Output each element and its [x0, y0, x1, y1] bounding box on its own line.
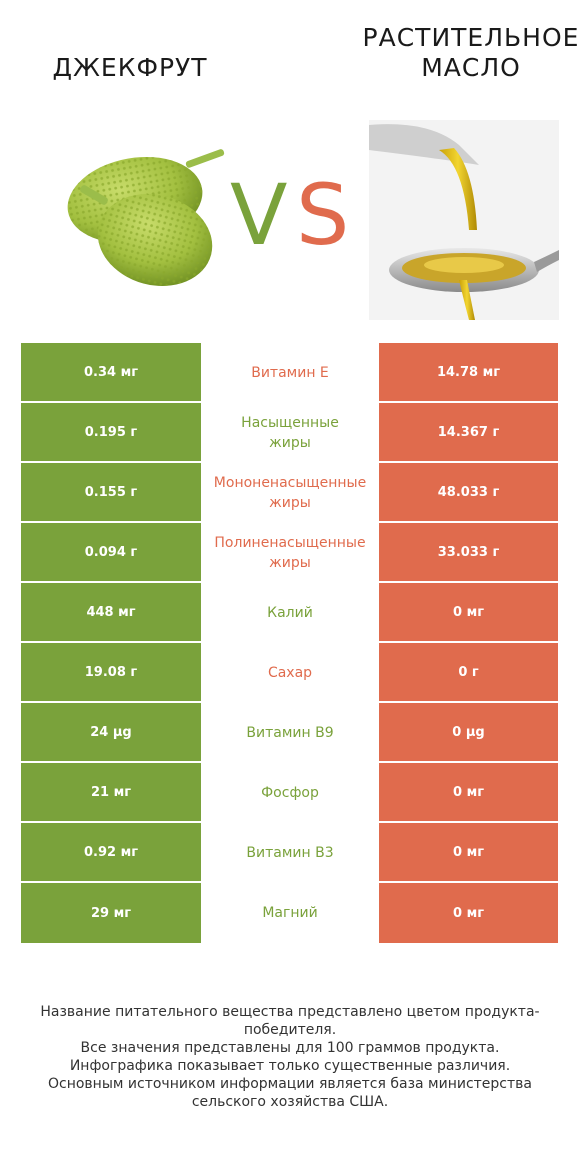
table-row	[21, 883, 558, 943]
vs-s-letter: S	[296, 166, 350, 264]
left-value: 0.155 г	[21, 463, 201, 523]
right-value: 0 мг	[379, 583, 558, 643]
table-row	[21, 703, 558, 763]
footer-line-3: Инфографика показывает только существенные различия.	[69, 1058, 511, 1074]
table-row	[21, 643, 558, 703]
left-value: 19.08 г	[21, 643, 201, 703]
jackfruit-image	[55, 140, 235, 295]
nutrient-name: Витамин E	[251, 365, 329, 381]
comparison-table	[21, 343, 558, 943]
left-value: 0.195 г	[21, 403, 201, 463]
left-value: 448 мг	[21, 583, 201, 643]
right-value: 0 мг	[379, 883, 558, 943]
nutrient-name: Калий	[267, 605, 313, 621]
right-product-title-line1: РАСТИТЕЛЬНОЕ	[362, 23, 580, 52]
left-value: 0.92 мг	[21, 823, 201, 883]
table-row	[21, 463, 558, 523]
footer-line-2: Все значения представлены для 100 граммов продукта.	[80, 1040, 500, 1056]
footer-line-4: Основным источником информации является база министерства сельского хозяйства США.	[48, 1076, 532, 1110]
right-product-title-line2: МАСЛО	[421, 53, 521, 82]
right-value: 48.033 г	[379, 463, 558, 523]
left-value: 0.094 г	[21, 523, 201, 583]
right-value: 0 µg	[379, 703, 558, 763]
nutrient-name: Сахар	[267, 665, 313, 681]
table-row	[21, 403, 558, 463]
right-value: 14.78 мг	[379, 343, 558, 403]
right-value: 14.367 г	[379, 403, 558, 463]
vegetable-oil-image	[369, 120, 559, 320]
vs-label	[230, 166, 360, 264]
table-row	[21, 763, 558, 823]
nutrient-name: Витамин B9	[246, 725, 334, 741]
table-row	[21, 583, 558, 643]
right-value: 0 г	[379, 643, 558, 703]
right-value: 0 мг	[379, 763, 558, 823]
footer-line-1: Название питательного вещества представлено цветом продукта-победителя.	[40, 1004, 540, 1038]
right-value: 0 мг	[379, 823, 558, 883]
nutrient-name: Витамин B3	[246, 845, 334, 861]
vs-v-letter: V	[230, 166, 288, 264]
right-value: 33.033 г	[379, 523, 558, 583]
nutrient-name: Мононенасыщенные жиры	[213, 475, 367, 511]
table-row	[21, 523, 558, 583]
left-value: 21 мг	[21, 763, 201, 823]
left-value: 0.34 мг	[21, 343, 201, 403]
table-row	[21, 823, 558, 883]
left-product-title: ДЖЕКФРУТ	[52, 53, 208, 82]
left-value: 24 µg	[21, 703, 201, 763]
table-row	[21, 343, 558, 403]
right-product-title	[355, 23, 580, 83]
nutrient-name: Полиненасыщенные жиры	[214, 535, 366, 571]
footer-notes	[30, 1003, 550, 1111]
left-value: 29 мг	[21, 883, 201, 943]
nutrient-name: Насыщенные жиры	[241, 415, 339, 451]
nutrient-name: Фосфор	[261, 785, 319, 801]
nutrient-name: Магний	[262, 905, 318, 921]
